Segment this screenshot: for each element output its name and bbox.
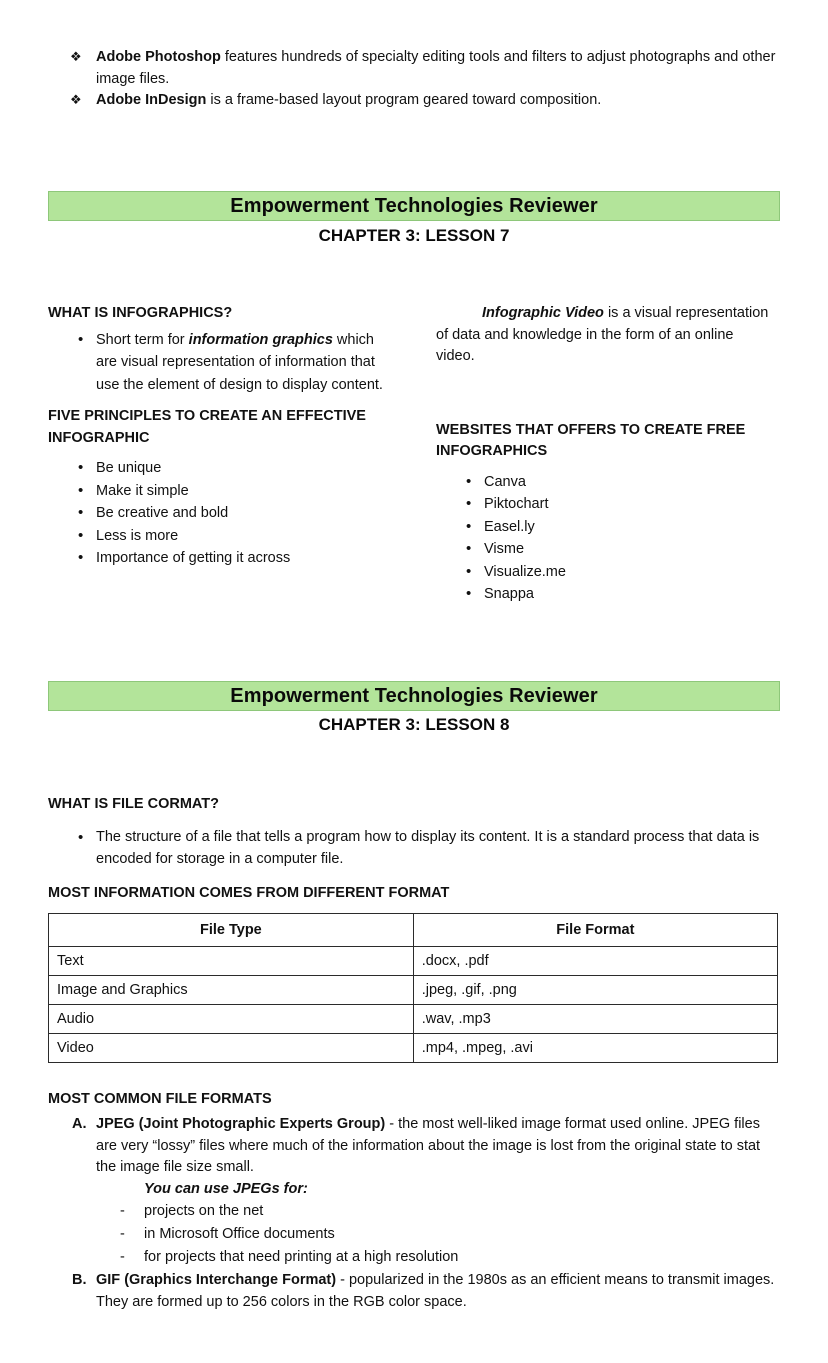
heading-what-is-infographics: WHAT IS INFOGRAPHICS? bbox=[48, 305, 233, 321]
lesson7-chapter-line: CHAPTER 3: LESSON 7 bbox=[318, 226, 510, 245]
round-bullet-icon: • bbox=[466, 540, 472, 558]
list-item bbox=[48, 1246, 780, 1269]
list-item bbox=[436, 471, 776, 494]
round-bullet-icon: • bbox=[466, 517, 472, 535]
round-bullet-icon: • bbox=[466, 472, 472, 490]
product-description: features hundreds of specialty editing tools and filters to adjust photographs and other image files. bbox=[96, 49, 776, 87]
table-row bbox=[49, 947, 778, 976]
round-bullet-icon: • bbox=[78, 459, 84, 476]
principle-label: Importance of getting it across bbox=[96, 550, 291, 567]
list-item bbox=[436, 493, 776, 516]
round-bullet-icon: • bbox=[466, 562, 472, 580]
website-label: Visme bbox=[484, 541, 525, 558]
principle-label: Less is more bbox=[96, 527, 179, 544]
format-description: - the most well-liked image format used online. JPEG files are very “lossy” files where much of the information about the image is lost from the original state to stat the image file size small. bbox=[96, 1116, 761, 1175]
round-bullet-icon: • bbox=[466, 585, 472, 603]
list-item bbox=[436, 583, 776, 606]
adobe-products-list bbox=[66, 47, 782, 112]
websites-list bbox=[436, 471, 776, 607]
list-item bbox=[48, 1223, 780, 1246]
lesson8-chapter-line: CHAPTER 3: LESSON 8 bbox=[318, 715, 510, 734]
diamond-bullet-icon: ❖ bbox=[70, 49, 82, 64]
list-item bbox=[436, 516, 776, 539]
jpeg-use-label: for projects that need printing at a high resolution bbox=[144, 1249, 459, 1265]
cell-file-format: .wav, .mp3 bbox=[413, 1005, 777, 1034]
dash-bullet-icon: - bbox=[120, 1226, 125, 1242]
format-label: B. bbox=[72, 1272, 87, 1288]
list-item bbox=[48, 827, 780, 870]
list-item bbox=[48, 1200, 780, 1223]
website-label: Easel.ly bbox=[484, 518, 535, 535]
infographic-video-paragraph bbox=[436, 303, 776, 368]
list-item bbox=[48, 457, 398, 480]
round-bullet-icon: • bbox=[78, 330, 84, 348]
diamond-bullet-icon: ❖ bbox=[70, 92, 82, 107]
infographic-video-term: Infographic Video bbox=[482, 305, 604, 321]
round-bullet-icon: • bbox=[78, 526, 84, 544]
format-entry-jpeg bbox=[48, 1114, 780, 1179]
lesson7-right-column bbox=[436, 303, 776, 606]
table-row bbox=[49, 1034, 778, 1063]
website-label: Canva bbox=[484, 473, 526, 490]
format-entry-gif bbox=[48, 1270, 780, 1313]
cell-file-format: .mp4, .mpeg, .avi bbox=[413, 1034, 777, 1063]
principle-label: Be creative and bold bbox=[96, 505, 229, 522]
definition-pre: Short term for bbox=[96, 331, 189, 348]
principles-list bbox=[48, 457, 398, 570]
cell-file-format: .docx, .pdf bbox=[413, 947, 777, 976]
round-bullet-icon: • bbox=[466, 495, 472, 513]
cell-file-type: Audio bbox=[49, 1005, 414, 1034]
dash-bullet-icon: - bbox=[120, 1249, 125, 1265]
heading-five-principles: FIVE PRINCIPLES TO CREATE AN EFFECTIVE INFOGRAPHIC bbox=[48, 408, 366, 446]
lesson7-banner bbox=[48, 191, 780, 221]
heading-most-common-file-formats: MOST COMMON FILE FORMATS bbox=[48, 1091, 272, 1107]
definition-emphasis: information graphics bbox=[188, 331, 333, 348]
dash-bullet-icon: - bbox=[120, 1203, 125, 1219]
infographics-definition-list bbox=[48, 329, 398, 397]
heading-websites-free-infographics: WEBSITES THAT OFFERS TO CREATE FREE INFOGRAPHICS bbox=[436, 421, 746, 459]
column-header-file-type: File Type bbox=[49, 914, 414, 947]
round-bullet-icon: • bbox=[78, 829, 84, 846]
column-header-file-format: File Format bbox=[413, 914, 777, 947]
list-item bbox=[436, 561, 776, 584]
principle-label: Be unique bbox=[96, 460, 162, 476]
cell-file-type: Text bbox=[49, 947, 414, 976]
table-row bbox=[49, 976, 778, 1005]
list-item bbox=[48, 329, 398, 397]
list-item bbox=[66, 90, 782, 112]
heading-what-is-file-cormat: WHAT IS FILE CORMAT? bbox=[48, 796, 220, 812]
jpeg-uses-title: You can use JPEGs for: bbox=[144, 1180, 308, 1197]
website-label: Snappa bbox=[484, 586, 534, 603]
list-item bbox=[48, 480, 398, 503]
jpeg-use-label: in Microsoft Office documents bbox=[144, 1226, 335, 1242]
format-term: GIF (Graphics Interchange Format) bbox=[96, 1272, 337, 1288]
heading-most-information-comes-from: MOST INFORMATION COMES FROM DIFFERENT FORMAT bbox=[48, 885, 450, 901]
product-description: is a frame-based layout program geared toward composition. bbox=[206, 92, 602, 108]
lesson8-banner-title: Empowerment Technologies Reviewer bbox=[230, 684, 598, 707]
table-header-row bbox=[49, 914, 778, 947]
definition-post: which are visual representation of information that use the element of design to display content. bbox=[96, 331, 383, 393]
round-bullet-icon: • bbox=[78, 549, 84, 567]
infographic-video-description: is a visual representation of data and knowledge in the form of an online video. bbox=[436, 305, 769, 364]
website-label: Visualize.me bbox=[484, 563, 566, 580]
jpeg-use-label: projects on the net bbox=[144, 1203, 264, 1219]
product-name: Adobe Photoshop bbox=[96, 49, 221, 65]
lesson7-left-column bbox=[48, 303, 398, 570]
common-file-formats-list bbox=[48, 1114, 780, 1313]
list-item bbox=[48, 502, 398, 525]
list-item bbox=[48, 525, 398, 548]
file-format-definition-list bbox=[48, 827, 780, 870]
cell-file-type: Video bbox=[49, 1034, 414, 1063]
lesson7-banner-title: Empowerment Technologies Reviewer bbox=[230, 194, 598, 217]
website-label: Piktochart bbox=[484, 496, 549, 513]
format-label: A. bbox=[72, 1116, 87, 1132]
round-bullet-icon: • bbox=[78, 481, 84, 499]
format-term: JPEG (Joint Photographic Experts Group) bbox=[96, 1116, 386, 1132]
file-format-definition: The structure of a file that tells a program how to display its content. It is a standard process that data is encoded for storage in a computer file. bbox=[96, 829, 760, 867]
lesson8-banner bbox=[48, 681, 780, 711]
round-bullet-icon: • bbox=[78, 504, 84, 522]
jpeg-uses-list bbox=[48, 1200, 780, 1269]
list-item bbox=[436, 538, 776, 561]
product-name: Adobe InDesign bbox=[96, 92, 207, 108]
list-item bbox=[66, 47, 782, 90]
table-row bbox=[49, 1005, 778, 1034]
cell-file-format: .jpeg, .gif, .png bbox=[413, 976, 777, 1005]
file-format-table bbox=[48, 913, 778, 1063]
list-item bbox=[48, 547, 398, 570]
principle-label: Make it simple bbox=[96, 482, 189, 499]
cell-file-type: Image and Graphics bbox=[49, 976, 414, 1005]
format-description: - popularized in the 1980s as an efficient means to transmit images. They are formed up to 256 colors in the RGB color space. bbox=[96, 1272, 775, 1310]
